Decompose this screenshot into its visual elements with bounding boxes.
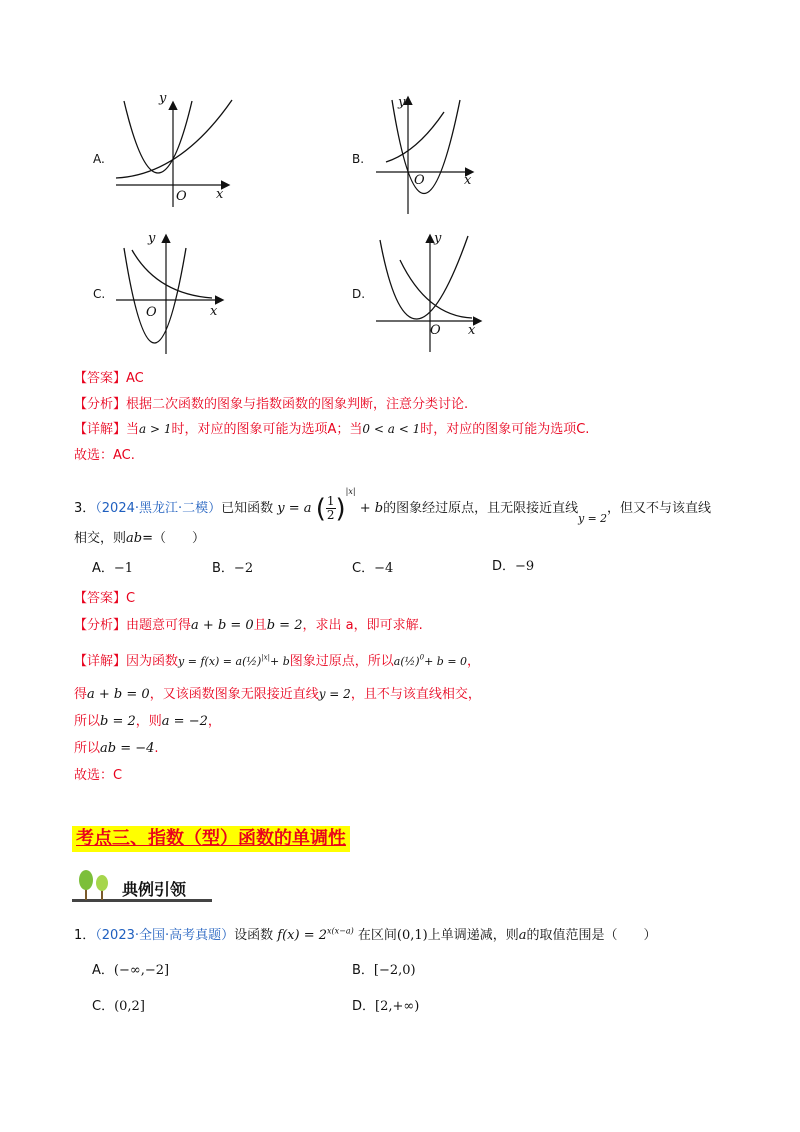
origin-label: O <box>146 305 157 320</box>
x-axis-label: x <box>210 304 218 319</box>
q3-detail-line1: 【详解】因为函数y = f(x) = a(½)$^{|x|}$+ b图象过原点，所以a(½)$^0$+ b = 0， <box>74 653 481 669</box>
graph-option-d <box>372 230 487 359</box>
x-axis-label: x <box>216 187 224 202</box>
section-title: 考点三、指数（型）函数的单调性 <box>72 826 350 852</box>
q2-analysis: 【分析】根据二次函数的图象与指数函数的图象判断，注意分类讨论. <box>74 397 469 412</box>
q3-option-c[interactable]: C．−4 <box>352 561 394 576</box>
q3-answer: 【答案】C <box>74 591 136 606</box>
q2-answer: 【答案】AC <box>74 371 144 386</box>
q3-stem: 3．（2024·黑龙江·二模）已知函数 y = a ( $\frac{1}{2}$ )$^{|x|}$ + b的图象经过原点，且无限接近直线$_{y = 2}$，但又不与该直线 <box>74 487 712 525</box>
q3-detail-line3: 所以b = 2，则a = −2， <box>74 714 221 729</box>
q3-option-d[interactable]: D．−9 <box>492 559 535 574</box>
option-b-label: B. <box>352 152 365 166</box>
y-axis-label: y <box>159 95 167 106</box>
origin-label: O <box>414 173 425 188</box>
origin-label: O <box>176 189 187 204</box>
q3-detail-line2: 得a + b = 0，又该函数图象无限接近直线y = 2，且不与该直线相交， <box>74 687 481 702</box>
q3-stem-cont: 相交，则ab=（ ） <box>74 531 205 546</box>
option-d-label: D. <box>352 287 366 301</box>
q3-option-a[interactable]: A．−1 <box>92 561 134 576</box>
y-axis-label: y <box>398 95 406 110</box>
graph-option-a <box>110 95 240 214</box>
q1-option-a[interactable]: A．(−∞,−2] <box>92 963 170 978</box>
x-axis-label: x <box>464 173 472 188</box>
q3-option-b[interactable]: B．−2 <box>212 561 254 576</box>
y-axis-label: y <box>148 231 156 246</box>
banner-title: 典例引领 <box>122 880 187 899</box>
origin-label: O <box>430 323 441 338</box>
graph-option-c <box>112 228 227 360</box>
q2-choose: 故选：AC. <box>74 448 135 463</box>
q3-analysis: 【分析】由题意可得a + b = 0且b = 2，求出 a，即可求解. <box>74 618 423 633</box>
q1-stem: 1．（2023·全国·高考真题）设函数 $f(x) = 2^{x(x-a)}$ 在区间(0,1)上单调递减，则a的取值范围是（ ） <box>74 926 657 943</box>
q1-option-b[interactable]: B．[−2,0) <box>352 963 416 978</box>
tree-icon <box>79 870 108 900</box>
q1-option-c[interactable]: C．(0,2] <box>92 999 145 1014</box>
q2-detail: 【详解】当a > 1时，对应的图象可能为选项A；当0 < a < 1时，对应的图象可能为选项C. <box>74 422 590 437</box>
graph-option-b <box>372 92 482 221</box>
q3-choose: 故选：C <box>74 768 123 783</box>
q3-detail-line4: 所以ab = −4. <box>74 741 159 756</box>
y-axis-label: y <box>434 231 442 246</box>
q1-option-d[interactable]: D．[2,+∞) <box>352 999 420 1014</box>
option-c-label: C. <box>93 287 106 301</box>
option-a-label: A. <box>93 152 105 166</box>
x-axis-label: x <box>468 323 476 338</box>
